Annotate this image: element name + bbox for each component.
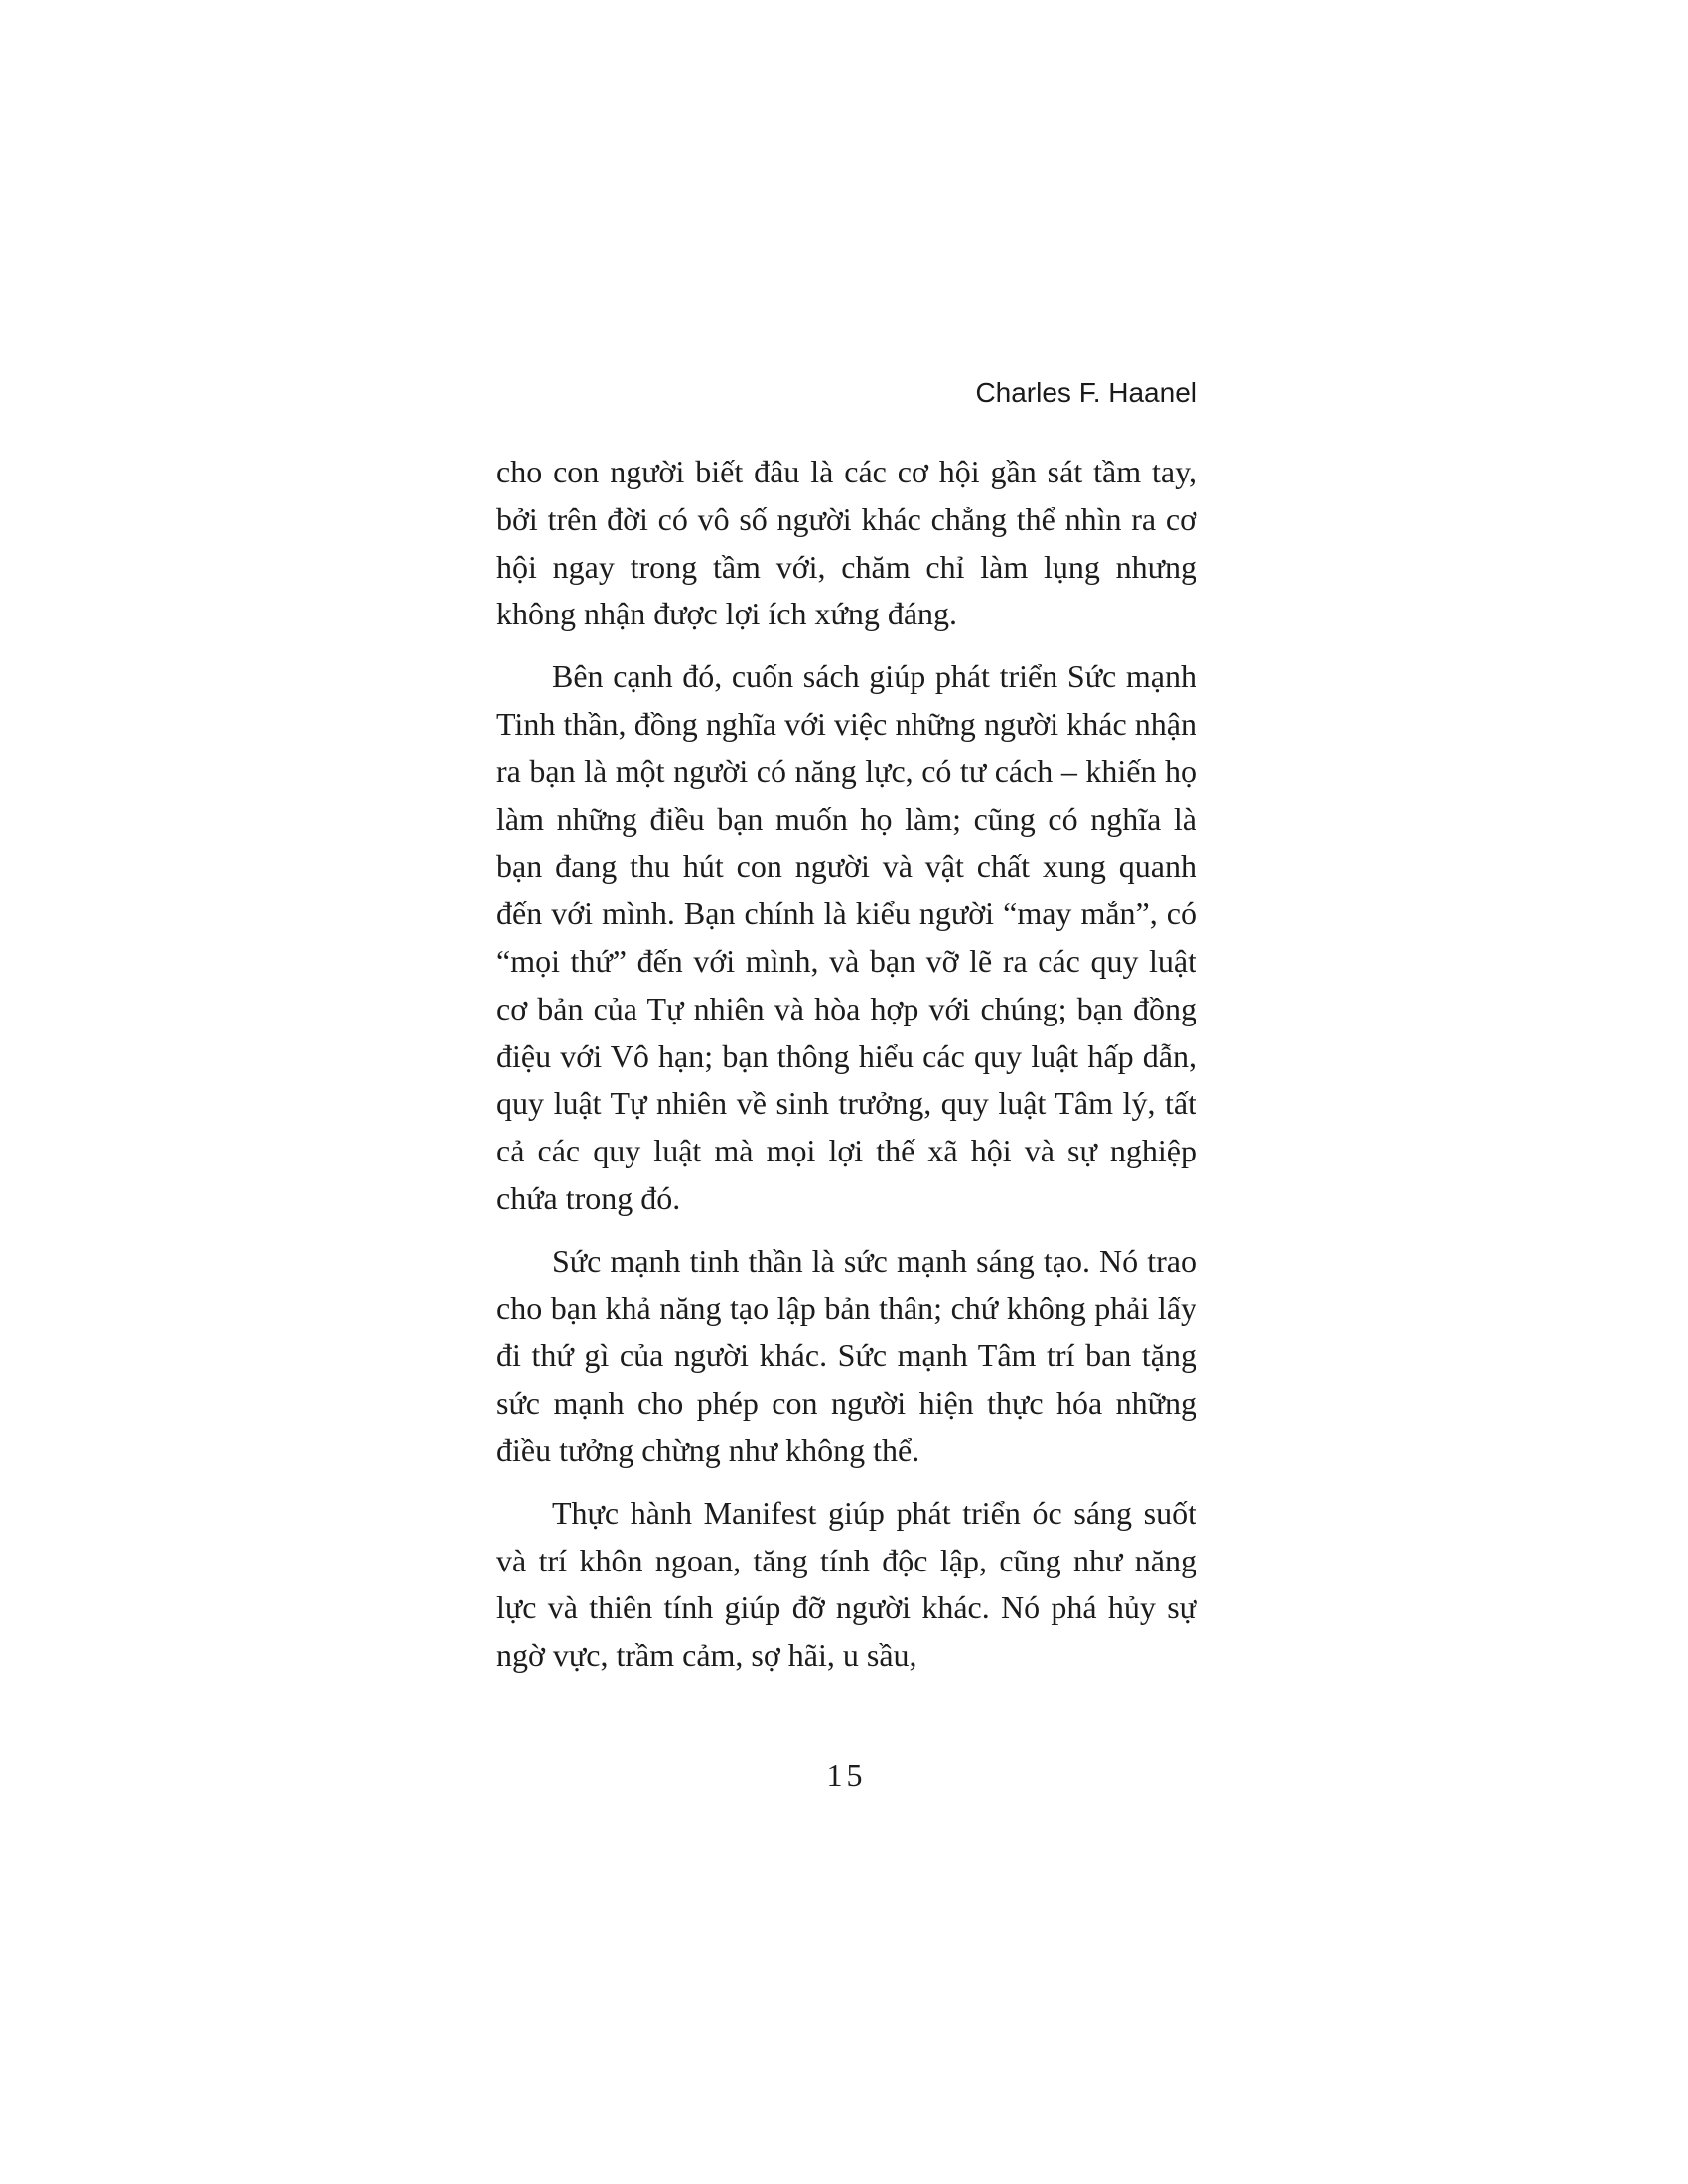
- paragraph: Bên cạnh đó, cuốn sách giúp phát triển Sức mạnh Tinh thần, đồng nghĩa với việc những người khác nhận ra bạn là một người có năng lực, có tư cách – khiến họ làm những điều bạn muốn họ làm; cũng có nghĩa là bạn đang thu hút con người và vật chất xung quanh đến với mình. Bạn chính là kiểu người “may mắn”, có “mọi thứ” đến với mình, và bạn vỡ lẽ ra các quy luật cơ bản của Tự nhiên và hòa hợp với chúng; bạn đồng điệu với Vô hạn; bạn thông hiểu các quy luật hấp dẫn, quy luật Tự nhiên về sinh trưởng, quy luật Tâm lý, tất cả các quy luật mà mọi lợi thế xã hội và sự nghiệp chứa trong đó.: [496, 658, 1196, 1216]
- body-text: [496, 449, 1196, 1680]
- paragraph-continuation: cho con người biết đâu là các cơ hội gần sát tầm tay, bởi trên đời có vô số người khác chẳng thể nhìn ra cơ hội ngay trong tầm với, chăm chỉ làm lụng nhưng không nhận được lợi ích xứng đáng.: [496, 454, 1196, 632]
- paragraph: Sức mạnh tinh thần là sức mạnh sáng tạo. Nó trao cho bạn khả năng tạo lập bản thân; chứ không phải lấy đi thứ gì của người khác. Sức mạnh Tâm trí ban tặng sức mạnh cho phép con người hiện thực hóa những điều tưởng chừng như không thể.: [496, 1242, 1196, 1468]
- running-header-author: Charles F. Haanel: [975, 377, 1196, 408]
- page-number: 15: [826, 1757, 867, 1793]
- paragraph: Thực hành Manifest giúp phát triển óc sáng suốt và trí khôn ngoan, tăng tính độc lập, cũng như năng lực và thiên tính giúp đỡ người khác. Nó phá hủy sự ngờ vực, trầm cảm, sợ hãi, u sầu,: [496, 1494, 1196, 1674]
